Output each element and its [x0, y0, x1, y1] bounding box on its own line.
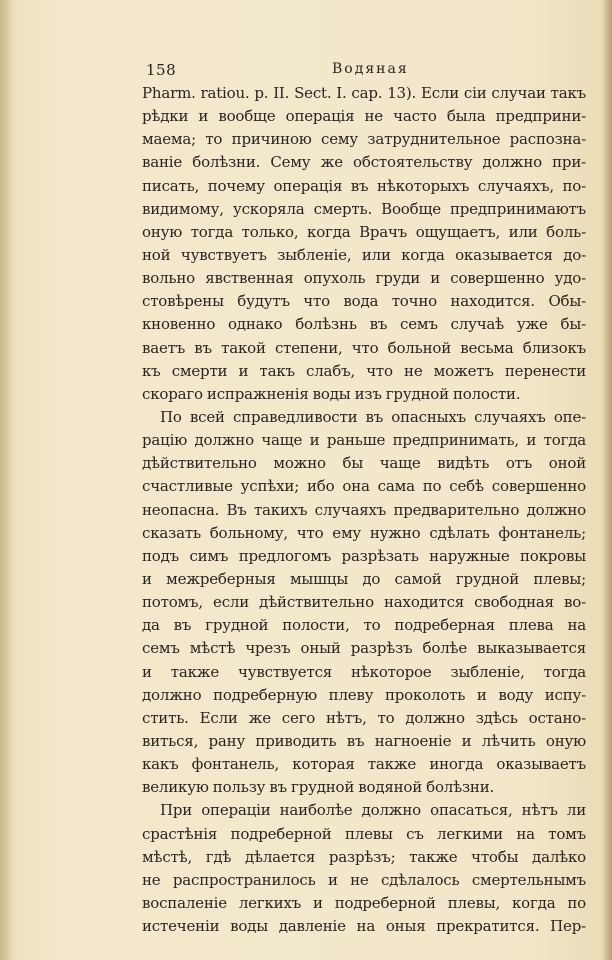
- text-line: стовѣрены будутъ что вода точно находится. Обы-: [142, 292, 586, 311]
- text-line: скораго испражненія воды изъ грудной полости.: [142, 384, 521, 403]
- running-head: Водяная: [332, 61, 409, 77]
- text-line: срастѣнія подреберной плевы съ легкими на томъ: [142, 824, 586, 843]
- text-line: вольно явственная опухоль груди и совершенно удо-: [142, 269, 586, 288]
- text-line: виться, рану приводить въ нагноеніе и лѣчить оную: [142, 731, 586, 750]
- text-line: кновенно однако болѣзнь въ семъ случаѣ уже бы-: [142, 315, 586, 334]
- paragraph-start-line: По всей справедливости въ опасныхъ случаяхъ опе-: [160, 407, 586, 426]
- binding-shadow: [0, 0, 14, 960]
- text-line: подъ симъ предлогомъ разрѣзать наружные покровы: [142, 546, 586, 565]
- text-line: да въ грудной полости, то подреберная плева на: [142, 616, 586, 635]
- text-line: семъ мѣстѣ чрезъ оный разрѣзъ болѣе выказывается: [142, 639, 586, 658]
- page-header: [146, 61, 586, 79]
- text-line: и межреберныя мышцы до самой грудной плевы;: [142, 569, 586, 588]
- text-line: сказать больному, что ему нужно сдѣлать фонтанель;: [142, 523, 586, 542]
- paragraph-start-line: При операціи наиболѣе должно опасаться, нѣтъ ли: [160, 801, 586, 820]
- text-line: истеченіи воды давленіе на оныя прекратится. Пер-: [142, 917, 586, 936]
- text-line: не распространилось и не сдѣлалось смертельнымъ: [142, 870, 586, 889]
- text-line: ваетъ въ такой степени, что больной весьма близокъ: [142, 338, 586, 357]
- text-line: Pharm. ratiou. p. II. Sect. I. cap. 13). Если сіи случаи такъ: [142, 84, 586, 102]
- text-line: оную тогда только, когда Врачъ ощущаетъ, или боль-: [142, 222, 586, 241]
- body-text: [142, 82, 586, 938]
- text-line: неопасна. Въ такихъ случаяхъ предварительно должно: [142, 500, 586, 519]
- text-line: какъ фонтанель, которая также иногда оказываетъ: [142, 755, 586, 774]
- text-line: великую пользу въ грудной водяной болѣзни.: [142, 778, 495, 797]
- text-line: мѣстѣ, гдѣ дѣлается разрѣзъ; также чтобы далѣко: [142, 847, 586, 866]
- page-edge: [602, 0, 612, 960]
- text-line: счастливые успѣхи; ибо она сама по себѣ совершенно: [142, 477, 586, 496]
- text-line: стить. Если же сего нѣтъ, то должно здѣсь остано-: [142, 708, 586, 727]
- text-line: видимому, ускоряла смерть. Вообще предпринимаютъ: [142, 199, 586, 218]
- text-line: и также чувствуется нѣкоторое зыбленіе, тогда: [142, 662, 586, 681]
- page-number: 158: [146, 61, 177, 79]
- text-line: маема; то причиною сему затруднительное распозна-: [142, 130, 586, 149]
- text-line: рацію должно чаще и раньше предпринимать, и тогда: [142, 431, 586, 450]
- text-line: писать, почему операція въ нѣкоторыхъ случаяхъ, по-: [142, 176, 586, 195]
- text-line: къ смерти и такъ слабъ, что не можетъ перенести: [142, 361, 586, 380]
- text-line: воспаленіе легкихъ и подреберной плевы, когда по: [142, 893, 586, 912]
- text-line: должно подреберную плеву проколоть и воду испу-: [142, 685, 586, 704]
- text-line: потомъ, если дѣйствительно находится свободная во-: [142, 593, 586, 612]
- text-line: ной чувствуетъ зыбленіе, или когда оказывается до-: [142, 245, 586, 264]
- text-line: ваніе болѣзни. Сему же обстоятельству должно при-: [142, 153, 586, 172]
- text-line: рѣдки и вообще операція не часто была предприни-: [142, 107, 586, 126]
- text-line: дѣйствительно можно бы чаще видѣть отъ оной: [142, 454, 586, 473]
